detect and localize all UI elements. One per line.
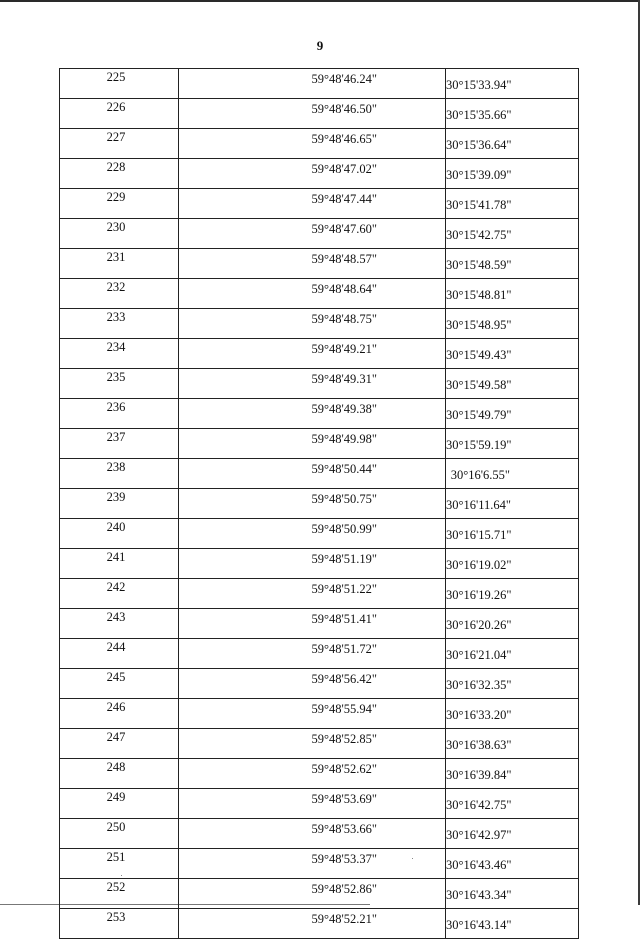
- table-row: [60, 789, 579, 819]
- longitude-cell: 30°16'6.55": [446, 459, 579, 489]
- longitude-cell: 30°16'43.14": [446, 909, 579, 939]
- table-row: [60, 309, 579, 339]
- longitude-cell: 30°15'49.58": [446, 369, 579, 399]
- longitude-cell: 30°15'48.95": [446, 309, 579, 339]
- page-edge-top: [0, 0, 640, 2]
- point-number-cell: 248: [60, 759, 179, 789]
- latitude-cell: 59°48'55.94": [179, 699, 446, 729]
- point-number-cell: 229: [60, 189, 179, 219]
- table-row: [60, 189, 579, 219]
- latitude-cell: 59°48'51.19": [179, 549, 446, 579]
- longitude-cell: 30°15'42.75": [446, 219, 579, 249]
- point-number-cell: 246: [60, 699, 179, 729]
- point-number-cell: 226: [60, 99, 179, 129]
- longitude-cell: 30°15'48.59": [446, 249, 579, 279]
- table-row: [60, 549, 579, 579]
- point-number-cell: 238: [60, 459, 179, 489]
- point-number-cell: 244: [60, 639, 179, 669]
- table-row: [60, 699, 579, 729]
- table-row: [60, 249, 579, 279]
- table-row: [60, 909, 579, 939]
- point-number-cell: 247: [60, 729, 179, 759]
- table-row: [60, 819, 579, 849]
- table-row: [60, 339, 579, 369]
- latitude-cell: 59°48'51.72": [179, 639, 446, 669]
- latitude-cell: 59°48'53.66": [179, 819, 446, 849]
- latitude-cell: 59°48'48.75": [179, 309, 446, 339]
- latitude-cell: 59°48'52.62": [179, 759, 446, 789]
- longitude-cell: 30°16'39.84": [446, 759, 579, 789]
- longitude-cell: 30°15'59.19": [446, 429, 579, 459]
- point-number-cell: 253: [60, 909, 179, 939]
- table-row: [60, 579, 579, 609]
- latitude-cell: 59°48'53.37": [179, 849, 446, 879]
- longitude-cell: 30°16'33.20": [446, 699, 579, 729]
- latitude-cell: 59°48'52.21": [179, 909, 446, 939]
- longitude-cell: 30°16'38.63": [446, 729, 579, 759]
- longitude-cell: 30°16'21.04": [446, 639, 579, 669]
- latitude-cell: 59°48'49.98": [179, 429, 446, 459]
- longitude-cell: 30°15'35.66": [446, 99, 579, 129]
- scan-speck: [412, 858, 413, 859]
- point-number-cell: 245: [60, 669, 179, 699]
- point-number-cell: 235: [60, 369, 179, 399]
- table-row: [60, 669, 579, 699]
- table-row: [60, 279, 579, 309]
- point-number-cell: 251: [60, 849, 179, 879]
- table-row: [60, 609, 579, 639]
- point-number-cell: 232: [60, 279, 179, 309]
- latitude-cell: 59°48'52.86": [179, 879, 446, 909]
- longitude-cell: 30°16'15.71": [446, 519, 579, 549]
- latitude-cell: 59°48'49.31": [179, 369, 446, 399]
- longitude-cell: 30°16'32.35": [446, 669, 579, 699]
- latitude-cell: 59°48'51.22": [179, 579, 446, 609]
- longitude-cell: 30°15'41.78": [446, 189, 579, 219]
- latitude-cell: 59°48'49.38": [179, 399, 446, 429]
- table-row: [60, 879, 579, 909]
- point-number-cell: 241: [60, 549, 179, 579]
- latitude-cell: 59°48'50.44": [179, 459, 446, 489]
- latitude-cell: 59°48'47.44": [179, 189, 446, 219]
- point-number-cell: 225: [60, 69, 179, 99]
- scan-speck: [121, 875, 122, 876]
- latitude-cell: 59°48'52.85": [179, 729, 446, 759]
- coordinates-table-body: [60, 69, 579, 939]
- latitude-cell: 59°48'50.99": [179, 519, 446, 549]
- table-row: [60, 489, 579, 519]
- table-row: [60, 429, 579, 459]
- latitude-cell: 59°48'51.41": [179, 609, 446, 639]
- point-number-cell: 252: [60, 879, 179, 909]
- longitude-cell: 30°15'36.64": [446, 129, 579, 159]
- table-row: [60, 159, 579, 189]
- point-number-cell: 249: [60, 789, 179, 819]
- table-row: [60, 129, 579, 159]
- latitude-cell: 59°48'53.69": [179, 789, 446, 819]
- point-number-cell: 240: [60, 519, 179, 549]
- coordinates-table: [59, 68, 579, 939]
- point-number-cell: 243: [60, 609, 179, 639]
- latitude-cell: 59°48'47.60": [179, 219, 446, 249]
- point-number-cell: 231: [60, 249, 179, 279]
- longitude-cell: 30°15'33.94": [446, 69, 579, 99]
- table-row: [60, 849, 579, 879]
- point-number-cell: 239: [60, 489, 179, 519]
- table-row: [60, 459, 579, 489]
- longitude-cell: 30°16'20.26": [446, 609, 579, 639]
- point-number-cell: 236: [60, 399, 179, 429]
- point-number-cell: 230: [60, 219, 179, 249]
- longitude-cell: 30°16'42.75": [446, 789, 579, 819]
- longitude-cell: 30°16'42.97": [446, 819, 579, 849]
- longitude-cell: 30°16'43.46": [446, 849, 579, 879]
- page-number: 9: [316, 38, 324, 53]
- latitude-cell: 59°48'50.75": [179, 489, 446, 519]
- table-row: [60, 639, 579, 669]
- point-number-cell: 237: [60, 429, 179, 459]
- longitude-cell: 30°16'43.34": [446, 879, 579, 909]
- longitude-cell: 30°15'49.43": [446, 339, 579, 369]
- longitude-cell: 30°16'19.02": [446, 549, 579, 579]
- latitude-cell: 59°48'49.21": [179, 339, 446, 369]
- longitude-cell: 30°15'48.81": [446, 279, 579, 309]
- table-row: [60, 69, 579, 99]
- longitude-cell: 30°15'49.79": [446, 399, 579, 429]
- longitude-cell: 30°16'19.26": [446, 579, 579, 609]
- point-number-cell: 250: [60, 819, 179, 849]
- point-number-cell: 234: [60, 339, 179, 369]
- latitude-cell: 59°48'47.02": [179, 159, 446, 189]
- table-row: [60, 99, 579, 129]
- latitude-cell: 59°48'48.57": [179, 249, 446, 279]
- table-row: [60, 759, 579, 789]
- longitude-cell: 30°16'11.64": [446, 489, 579, 519]
- latitude-cell: 59°48'46.50": [179, 99, 446, 129]
- latitude-cell: 59°48'56.42": [179, 669, 446, 699]
- table-row: [60, 399, 579, 429]
- longitude-cell: 30°15'39.09": [446, 159, 579, 189]
- point-number-cell: 233: [60, 309, 179, 339]
- point-number-cell: 228: [60, 159, 179, 189]
- latitude-cell: 59°48'48.64": [179, 279, 446, 309]
- table-row: [60, 729, 579, 759]
- table-row: [60, 369, 579, 399]
- point-number-cell: 227: [60, 129, 179, 159]
- table-row: [60, 519, 579, 549]
- latitude-cell: 59°48'46.65": [179, 129, 446, 159]
- latitude-cell: 59°48'46.24": [179, 69, 446, 99]
- point-number-cell: 242: [60, 579, 179, 609]
- table-row: [60, 219, 579, 249]
